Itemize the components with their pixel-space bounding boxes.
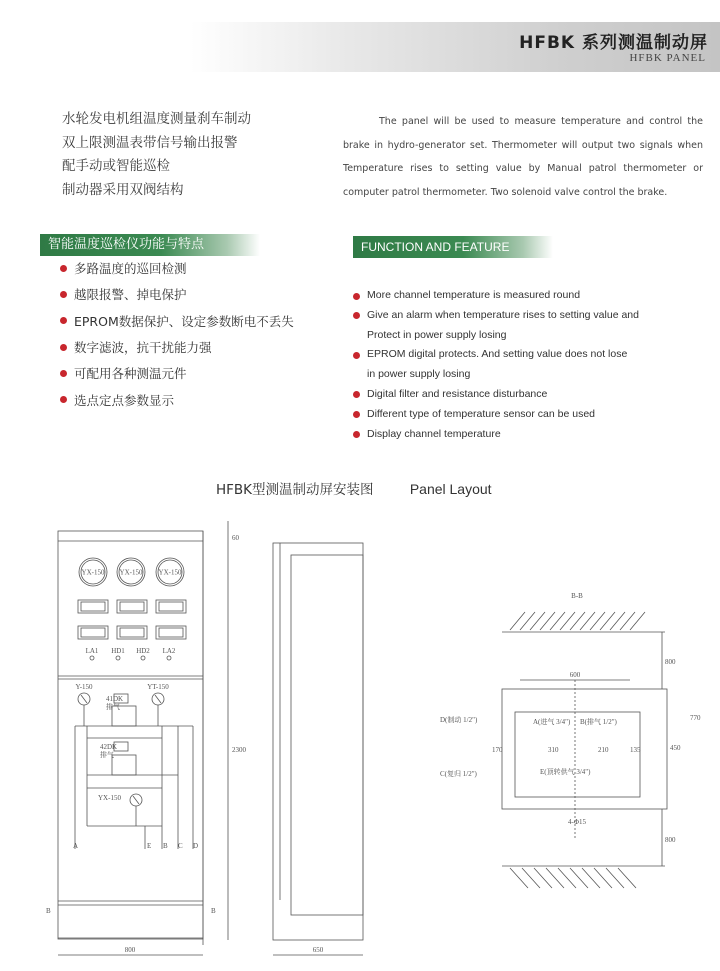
gauge-icon: [117, 558, 145, 586]
svg-text:770: 770: [690, 714, 701, 722]
indicator-lamps: [86, 647, 176, 660]
bullet-icon: [353, 391, 360, 398]
svg-text:800: 800: [124, 946, 136, 954]
svg-text:B: B: [46, 907, 51, 915]
svg-text:D: D: [193, 842, 199, 850]
list-item-text: EPROM数据保护、设定参数断电不丢失: [74, 313, 294, 329]
digital-displays: [78, 600, 186, 639]
intro-chinese: [62, 108, 251, 202]
bullet-icon: [353, 352, 360, 359]
svg-text:800: 800: [665, 836, 676, 844]
features-en-list: [353, 286, 713, 444]
list-item-text: in power supply losing: [367, 368, 471, 381]
bullet-icon: [60, 370, 67, 377]
list-item: [60, 334, 294, 360]
list-item: [60, 360, 294, 386]
svg-text:4-Φ15: 4-Φ15: [568, 818, 586, 826]
layout-title: [216, 478, 524, 498]
list-item: [60, 255, 294, 281]
svg-text:YX-150: YX-150: [119, 568, 143, 577]
layout-title-en: Panel Layout: [409, 481, 492, 497]
list-item: [353, 405, 713, 425]
svg-text:YX-150: YX-150: [158, 568, 182, 577]
list-item-text: More channel temperature is measured round: [367, 289, 581, 301]
list-item-text: Digital filter and resistance disturbance: [367, 387, 548, 400]
list-item: [60, 281, 294, 307]
svg-text:210: 210: [598, 746, 609, 754]
svg-text:B: B: [211, 907, 216, 915]
svg-text:HD1: HD1: [111, 647, 125, 655]
list-item-text: 越限报警、掉电保护: [74, 287, 187, 303]
svg-text:LA2: LA2: [162, 647, 176, 655]
svg-text:A(进气 3/4"): A(进气 3/4"): [533, 718, 571, 726]
svg-text:170: 170: [492, 746, 503, 754]
header-band: [190, 22, 720, 72]
svg-text:C: C: [178, 842, 183, 850]
svg-text:排气: 排气: [106, 703, 120, 711]
list-item-text: Protect in power supply losing: [367, 328, 507, 341]
gauge-icon: [156, 558, 184, 586]
bullet-icon: [60, 396, 67, 403]
svg-text:Y-150: Y-150: [75, 683, 93, 691]
list-item: [60, 308, 294, 334]
intro-english: [343, 110, 703, 204]
svg-text:60: 60: [232, 534, 239, 542]
pneumatic-schematic: [73, 683, 198, 850]
intro-paragraph: The panel will be used to measure temperature and control the brake in hydro-generator set. Thermometer will output two signals when Temperature rises to setting value by Manual patrol thermometer or computer patrol thermometer. Two solenoid valve control the brake.: [343, 116, 703, 198]
bullet-icon: [353, 431, 360, 438]
list-item-text: EPROM digital protects. And setting value does not lose: [367, 348, 628, 361]
list-item-text: Display channel temperature: [367, 427, 501, 440]
svg-text:2300: 2300: [232, 746, 246, 754]
bullet-icon: [353, 293, 360, 300]
svg-text:D(制动 1/2"): D(制动 1/2"): [440, 716, 478, 724]
svg-text:HD2: HD2: [136, 647, 150, 655]
bullet-icon: [60, 265, 67, 272]
features-cn-title: 智能温度巡检仪功能与特点: [40, 234, 260, 256]
list-item-text: 可配用各种测温元件: [74, 366, 187, 382]
svg-text:800: 800: [665, 658, 676, 666]
page-subtitle: HFBK PANEL: [629, 52, 706, 64]
layout-title-cn: HFBK型测温制动屏安装图: [216, 482, 374, 498]
list-item: [60, 386, 294, 412]
intro-line: 配手动或智能巡检: [62, 158, 170, 174]
intro-line: 双上限测温表带信号输出报警: [62, 134, 238, 151]
side-view: [273, 543, 363, 955]
svg-text:600: 600: [569, 671, 581, 679]
intro-line: 水轮发电机组温度测量刹车制动: [62, 111, 251, 127]
svg-text:B-B: B-B: [571, 592, 583, 600]
section-view: [440, 592, 701, 888]
svg-text:A: A: [73, 842, 79, 850]
svg-text:YX-150: YX-150: [81, 568, 105, 577]
svg-text:450: 450: [670, 744, 681, 752]
svg-text:E: E: [147, 842, 152, 850]
list-item-text: 选点定点参数显示: [74, 392, 175, 408]
features-en-title: FUNCTION AND FEATURE: [353, 236, 553, 258]
svg-text:E(顶转供气 3/4"): E(顶转供气 3/4"): [540, 768, 591, 776]
intro-line: 制动器采用双阀结构: [62, 181, 184, 198]
svg-text:LA1: LA1: [85, 647, 99, 655]
svg-text:B: B: [163, 842, 168, 850]
svg-text:650: 650: [312, 946, 324, 954]
svg-text:YX-150: YX-150: [98, 794, 121, 802]
svg-text:310: 310: [548, 746, 559, 754]
bullet-icon: [353, 312, 360, 319]
list-item: [353, 385, 713, 405]
svg-text:B(排气 1/2"): B(排气 1/2"): [580, 718, 617, 726]
svg-text:135: 135: [630, 746, 641, 754]
bullet-icon: [60, 317, 67, 324]
svg-text:排气: 排气: [100, 751, 114, 759]
list-item: [353, 286, 713, 306]
list-item: [353, 306, 713, 346]
list-item-text: Give an alarm when temperature rises to setting value and: [367, 308, 639, 321]
list-item-text: Different type of temperature sensor can be used: [367, 407, 596, 420]
bullet-icon: [60, 344, 67, 351]
list-item: [353, 425, 713, 445]
panel-layout-drawing: [0, 500, 720, 971]
list-item-text: 数字滤波，抗干扰能力强: [74, 340, 212, 356]
list-item-text: 多路温度的巡回检测: [74, 261, 187, 277]
features-cn-list: [60, 255, 294, 413]
front-view: [46, 521, 247, 955]
svg-text:42DK: 42DK: [100, 743, 118, 751]
svg-text:C(复归 1/2"): C(复归 1/2"): [440, 770, 477, 778]
svg-text:YT-150: YT-150: [147, 683, 169, 691]
bullet-icon: [60, 291, 67, 298]
svg-text:41DK: 41DK: [106, 695, 124, 703]
page-title: HFBK 系列测温制动屏: [519, 33, 708, 53]
list-item: [353, 345, 713, 385]
gauge-icon: [79, 558, 107, 586]
bullet-icon: [353, 411, 360, 418]
